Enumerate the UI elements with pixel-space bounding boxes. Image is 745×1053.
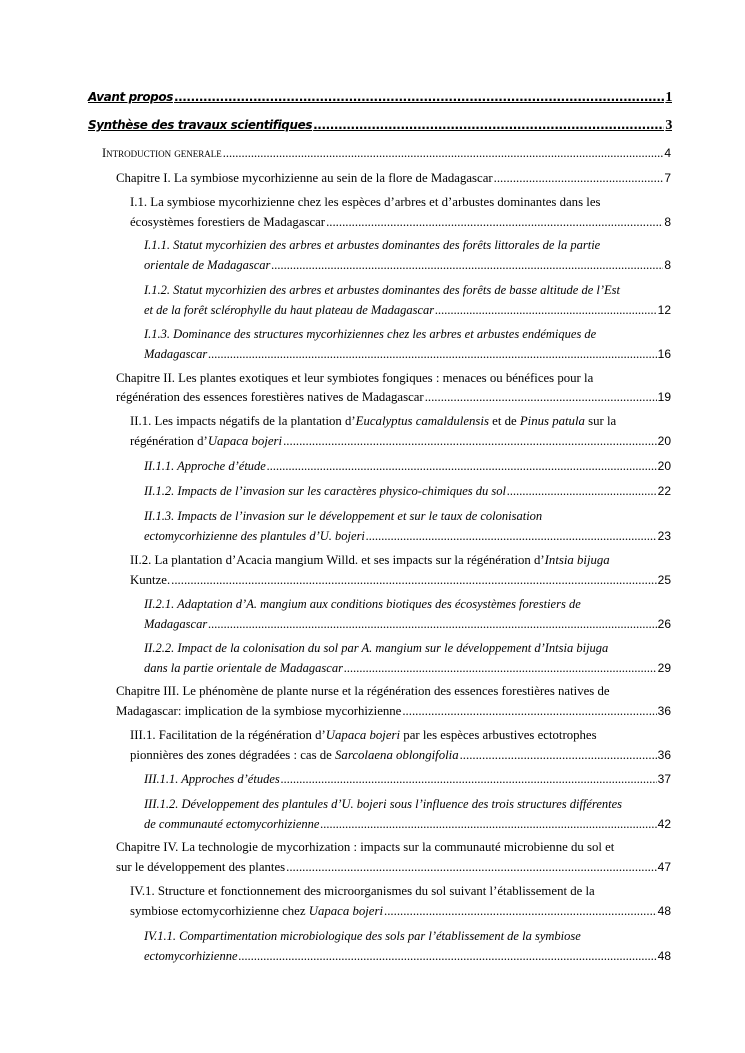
toc-entry-label: Introduction generale — [102, 146, 222, 160]
toc-entry-label: III.1.1. Approches d’études — [144, 772, 280, 786]
toc-page-number: 20 — [657, 434, 671, 448]
toc-entry-label-line1: II.2.1. Adaptation d’A. mangium aux conditions biotiques des écosystèmes forestiers de — [144, 597, 581, 611]
toc-entry-label-line1: II.2. La plantation d’Acacia mangium Willd. et ses impacts sur la régénération d’Intsia bijuga — [130, 553, 610, 567]
toc-page-number: 8 — [664, 258, 671, 272]
toc-page-number: 42 — [657, 817, 671, 831]
toc-entry-label-line1: IV.1.1. Compartimentation microbiologique des sols par l’établissement de la symbiose — [144, 929, 581, 943]
toc-page-number: 36 — [657, 704, 671, 718]
toc-entry-label: II.1.1. Approche d’étude — [144, 459, 266, 473]
toc-entry-label-line2: régénération des essences forestières natives de Madagascar — [116, 390, 424, 404]
toc-entry-label-line2: de communauté ectomycorhizienne — [144, 817, 320, 831]
toc-page-number: 3 — [665, 118, 672, 133]
toc-page-number: 26 — [657, 617, 671, 631]
toc-entry-section-2-1-2[interactable] — [144, 484, 671, 499]
toc-entry-label-line1: I.1.3. Dominance des structures mycorhiziennes chez les arbres et arbustes endémiques de — [144, 327, 597, 341]
toc-entry-label: Synthèse des travaux scientifiques — [88, 118, 313, 132]
toc-entry-label-line2: symbiose ectomycorhizienne chez Uapaca bojeri — [130, 904, 384, 918]
toc-page-number: 20 — [657, 459, 671, 473]
toc-entry-label-line1: II.1.3. Impacts de l’invasion sur le développement et sur le taux de colonisation — [144, 509, 543, 523]
toc-page-number: 48 — [657, 904, 671, 918]
toc-entry-section-2-1-1[interactable] — [144, 459, 671, 474]
toc-entry-section-3-1-1[interactable] — [144, 772, 671, 787]
toc-entry-label-line2: écosystèmes forestiers de Madagascar — [130, 215, 326, 229]
toc-entry-label-line1: IV.1. Structure et fonctionnement des microorganismes du sol suivant l’établissement de la — [130, 884, 595, 898]
toc-page-number: 1 — [665, 90, 672, 105]
toc-entry-label-line1: II.2.2. Impact de la colonisation du sol par A. mangium sur le développement d’Intsia bijuga — [144, 641, 609, 655]
toc-page-number: 12 — [657, 303, 671, 317]
toc-entry-label-line1: I.1. La symbiose mycorhizienne chez les espèces d’arbres et d’arbustes dominantes dans les — [130, 195, 601, 209]
toc-page-number: 7 — [664, 171, 671, 185]
toc-entry-label-line2: dans la partie orientale de Madagascar — [144, 661, 343, 675]
toc-entry-chapitre-1[interactable] — [116, 171, 671, 186]
toc-entry-label-line1: Chapitre III. Le phénomène de plante nurse et la régénération des essences forestières natives de — [116, 684, 610, 698]
toc-entry-avant-propos[interactable] — [88, 90, 672, 106]
toc-page-number: 16 — [657, 347, 671, 361]
toc-page-number: 29 — [657, 661, 671, 675]
toc-entry-introduction[interactable] — [102, 146, 671, 161]
toc-entry-label-line2: sur le développement des plantes — [116, 860, 286, 874]
toc-entry-label-line1: II.1. Les impacts négatifs de la plantation d’Eucalyptus camaldulensis et de Pinus patula sur la — [130, 414, 617, 428]
toc-entry-label: Chapitre I. La symbiose mycorhizienne au sein de la flore de Madagascar — [116, 171, 493, 185]
toc-entry-label-line1: I.1.1. Statut mycorhizien des arbres et arbustes dominantes des forêts littorales de la partie — [144, 238, 601, 252]
toc-entry-label-line2: Madagascar: implication de la symbiose mycorhizienne — [116, 704, 402, 718]
toc-entry-label-line2: Kuntze. — [130, 573, 171, 587]
toc-entry-label: II.1.2. Impacts de l’invasion sur les caractères physico-chimiques du sol — [144, 484, 506, 498]
toc-entry-label-line1: I.1.2. Statut mycorhizien des arbres et arbustes dominantes des forêts de basse altitude de l’Est — [144, 283, 620, 297]
toc-entry-label-line1: Chapitre IV. La technologie de mycorhization : impacts sur la communauté microbienne du sol et — [116, 840, 615, 854]
toc-page-number: 25 — [657, 573, 671, 587]
toc-entry-label-line2: ectomycorhizienne des plantules d’U. bojeri — [144, 529, 365, 543]
toc-entry-label-line1: Chapitre II. Les plantes exotiques et leur symbiotes fongiques : menaces ou bénéfices pour la — [116, 371, 594, 385]
toc-entry-label-line2: Madagascar — [144, 617, 208, 631]
toc-entry-label-line2: et de la forêt sclérophylle du haut plateau de Madagascar — [144, 303, 435, 317]
toc-page-number: 22 — [657, 484, 671, 498]
toc-page-number: 19 — [657, 390, 671, 404]
toc-entry-label-line2: pionnières des zones dégradées : cas de Sarcolaena oblongifolia — [130, 748, 459, 762]
toc-page-number: 4 — [664, 146, 671, 160]
toc-page-number: 47 — [657, 860, 671, 874]
toc-page-number: 48 — [657, 949, 671, 963]
toc-page-number: 37 — [657, 772, 671, 786]
toc-entry-label-line2: Madagascar — [144, 347, 208, 361]
toc-page-number: 36 — [657, 748, 671, 762]
toc-entry-label-line1: III.1.2. Développement des plantules d’U. bojeri sous l’influence des trois structures différentes — [144, 797, 623, 811]
toc-entry-label: Avant propos — [88, 90, 173, 104]
toc-entry-label-line2: régénération d’Uapaca bojeri — [130, 434, 283, 448]
toc-entry-label-line2: orientale de Madagascar — [144, 258, 271, 272]
toc-page-number: 8 — [664, 215, 671, 229]
toc-page-number: 23 — [657, 529, 671, 543]
toc-entry-label-line2: ectomycorhizienne — [144, 949, 238, 963]
toc-entry-label-line1: III.1. Facilitation de la régénération d’Uapaca bojeri par les espèces arbustives ectotrophes — [130, 728, 597, 742]
toc-entry-synthese[interactable] — [88, 118, 672, 134]
